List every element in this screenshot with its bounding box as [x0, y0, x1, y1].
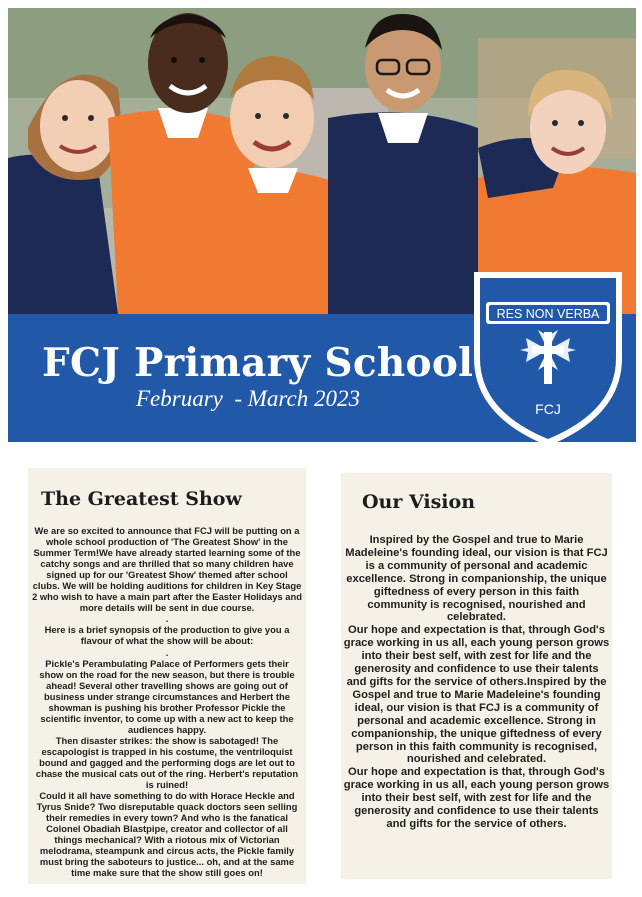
vision-card [341, 473, 612, 879]
greatest-show-body [32, 525, 302, 879]
crest-motto: RES NON VERBA [496, 307, 600, 321]
date-range: February - March 2023 [136, 386, 360, 411]
vision-body [343, 534, 610, 831]
show-paragraph: We are so excited to announce that FCJ will be putting on a whole school production of 'The Greatest Show' in the Summer Term!We have already started learning some of the catchy songs and are thrilled that so many children have signed up for our 'Greatest Show' themed after school clubs. We will be holding auditions for children in Key Stage 2 who wish to have a main part after the Easter Holidays and more details will be sent in due course. [32, 525, 302, 614]
show-paragraph: . [165, 646, 169, 658]
show-paragraph: Then disaster strikes: the show is sabotaged! The escapologist is trapped in his costume, the ventriloquist bound and gagged and the performing dogs are let out to chase the musical cats out of the ring. Herbert's reputation is ruined! [35, 734, 299, 791]
greatest-show-title: The Greatest Show [41, 488, 242, 510]
vision-paragraph: Inspired by the Gospel and true to Marie Madeleine's founding ideal, our vision is that FCJ is a community of personal and academic excellence. Strong in companionship, the unique giftedness of every person in this faith community is recognised, nourished and celebrated. [345, 534, 608, 624]
school-crest [466, 266, 630, 450]
show-paragraph: Here is a brief synopsis of the production to give you a flavour of what the show will be about: [44, 624, 290, 647]
crest-initials: FCJ [535, 401, 561, 417]
show-paragraph: Could it all have something to do with Horace Heckle and Tyrus Snide? Two disreputable quack doctors seen selling their remedies in every town? And who is the fanatical Colonel Obadiah Blastpipe, creator and collector of all things mechanical? With a riotous mix of Victorian melodrama, steampunk and circus acts, the Pickle family must bring the saboteurs to justice... oh, and at the same time make sure that the show still goes on! [36, 790, 298, 879]
show-paragraph: Pickle's Perambulating Palace of Performers gets their show on the road for the new season, but there is trouble ahead! Several other travelling shows are going out of business under strange circumstances and Herbert the showman is pushing his brother Professor Pickle the scientific inventor, to come up with a new act to keep the audiences happy. [39, 657, 295, 735]
school-name: FCJ Primary School [42, 340, 474, 386]
vision-title: Our Vision [362, 491, 476, 513]
greatest-show-card [28, 468, 306, 884]
vision-paragraph: Our hope and expectation is that, through God's grace working in us all, each young person grows into their best self, with zest for life and the generosity and confidence to use their talents and gifts for the service of others.Inspired by the Gospel and true to Marie Madeleine's founding ideal, our vision is that FCJ is a community of personal and academic excellence. Strong in companionship, the unique giftedness of every person in this faith community is recognised, nourished and celebrated. [343, 624, 610, 766]
vision-paragraph: Our hope and expectation is that, through God's grace working in us all, each young person grows into their best self, with zest for life and the generosity and confidence to use their talents and gifts for the service of others. [343, 766, 610, 830]
show-paragraph: . [165, 613, 169, 625]
